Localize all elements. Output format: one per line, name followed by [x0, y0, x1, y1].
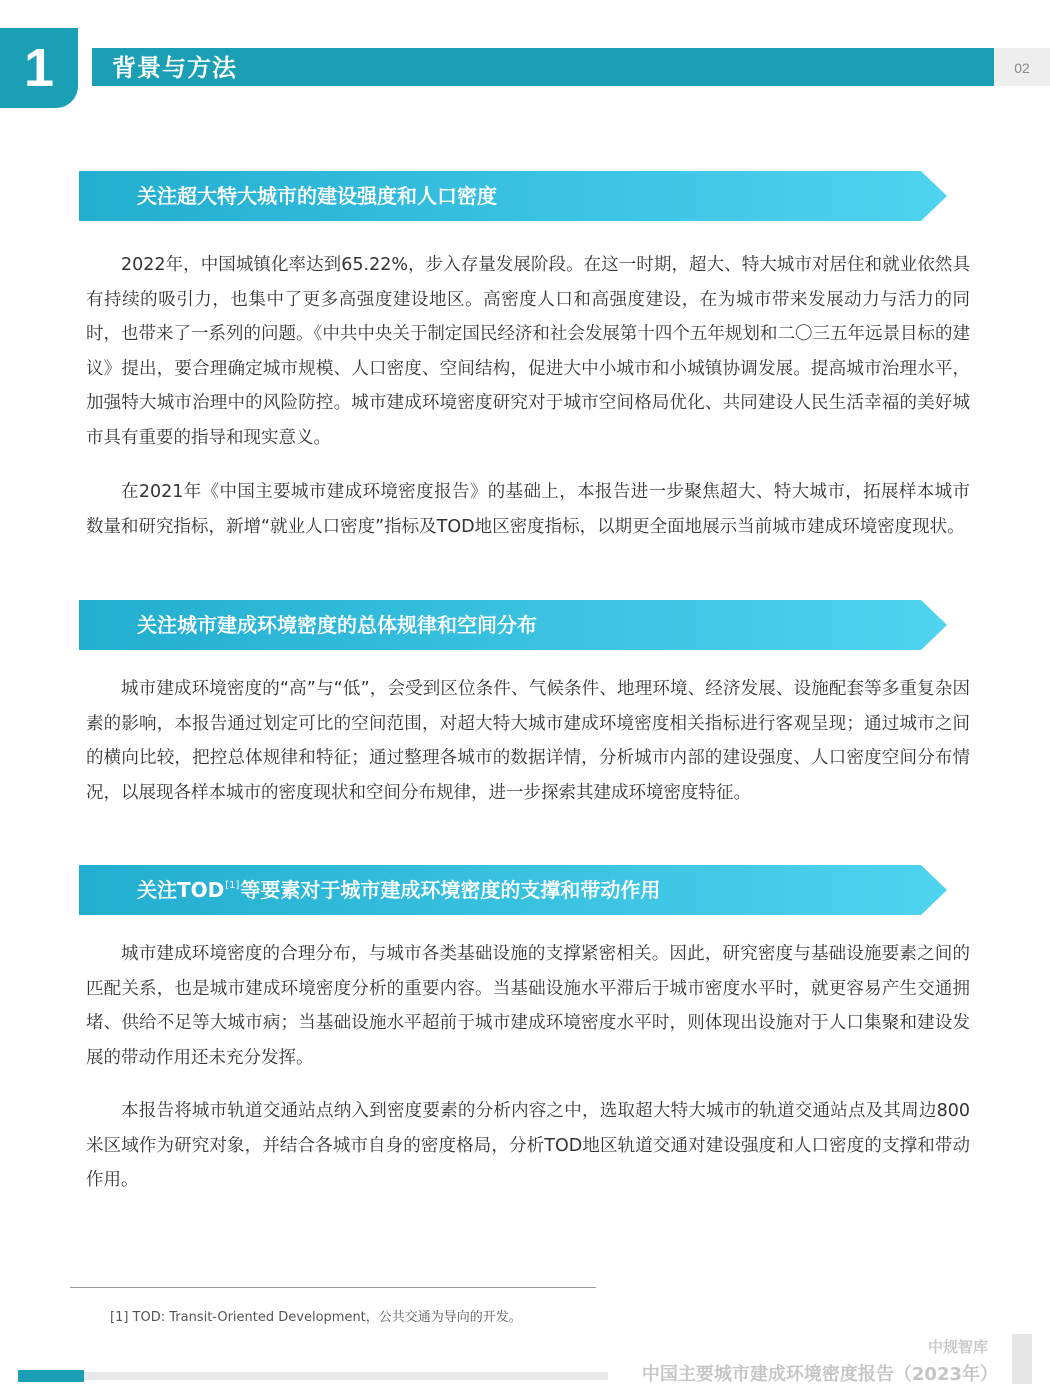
section-title-1: 关注超大特大城市的建设强度和人口密度	[137, 184, 497, 208]
section-title-3-text-rest: 等要素对于城市建成环境密度的支撑和带动作用	[240, 878, 661, 902]
footer-brand: 中规智库	[927, 1338, 988, 1356]
section-title-2: 关注城市建成环境密度的总体规律和空间分布	[137, 613, 537, 637]
section-1-paragraph-2: 在2021年《中国主要城市建成环境密度报告》的基础上，本报告进一步聚焦超大、特大城市，拓展样本城市数量和研究指标，新增“就业人口密度”指标及TOD地区密度指标，以期更全面地展示当前城市建成环境密度现状。	[86, 482, 970, 537]
footer-side-block	[1012, 1334, 1032, 1384]
footer-rule	[84, 1372, 608, 1380]
section-2-paragraph-1: 城市建成环境密度的“高”与“低”，会受到区位条件、气候条件、地理环境、经济发展、设施配套等多重复杂因素的影响，本报告通过划定可比的空间范围，对超大特大城市建成环境密度相关指标进行客观呈现；通过城市之间的横向比较，把控总体规律和特征；通过整理各城市的数据详情，分析城市内部的建设强度、人口密度空间分布情况，以展现各样本城市的密度现状和空间分布规律，进一步探索其建成环境密度特征。	[86, 679, 970, 803]
footnote-reference[interactable]: [1]	[225, 880, 240, 891]
footer-accent-bar	[18, 1370, 84, 1382]
section-title-3-text: 关注TOD	[137, 878, 225, 902]
section-title-3	[137, 865, 660, 915]
chapter-header-bar	[92, 48, 994, 86]
chapter-number-tab: 1	[0, 28, 78, 108]
section-3-paragraph-2: 本报告将城市轨道交通站点纳入到密度要素的分析内容之中，选取超大特大城市的轨道交通站点及其周边800米区域作为研究对象，并结合各城市自身的密度格局，分析TOD地区轨道交通对建设强度和人口密度的支撑和带动作用。	[86, 1101, 970, 1190]
footnote-divider	[70, 1287, 596, 1288]
chapter-title: 背景与方法	[112, 54, 237, 82]
footer-report-title: 中国主要城市建成环境密度报告（2023年）	[641, 1364, 998, 1385]
footnote-text: [1] TOD: Transit-Oriented Development，公共交通为导向的开发。	[110, 1310, 522, 1325]
section-banner-3	[79, 865, 947, 915]
section-3-paragraph-1: 城市建成环境密度的合理分布，与城市各类基础设施的支撑紧密相关。因此，研究密度与基础设施要素之间的匹配关系，也是城市建成环境密度分析的重要内容。当基础设施水平滞后于城市密度水平时，就更容易产生交通拥堵、供给不足等大城市病；当基础设施水平超前于城市建成环境密度水平时，则体现出设施对于人口集聚和建设发展的带动作用还未充分发挥。	[86, 944, 970, 1068]
page-number: 02	[994, 48, 1050, 86]
section-banner-2	[79, 600, 947, 650]
section-1-paragraph-1: 2022年，中国城镇化率达到65.22%，步入存量发展阶段。在这一时期，超大、特大城市对居住和就业依然具有持续的吸引力，也集中了更多高强度建设地区。高密度人口和高强度建设，在为城市带来发展动力与活力的同时，也带来了一系列的问题。《中共中央关于制定国民经济和社会发展第十四个五年规划和二〇三五年远景目标的建议》提出，要合理确定城市规模、人口密度、空间结构，促进大中小城市和小城镇协调发展。提高城市治理水平，加强特大城市治理中的风险防控。城市建成环境密度研究对于城市空间格局优化、共同建设人民生活幸福的美好城市具有重要的指导和现实意义。	[86, 255, 970, 448]
section-banner-1	[79, 171, 947, 221]
